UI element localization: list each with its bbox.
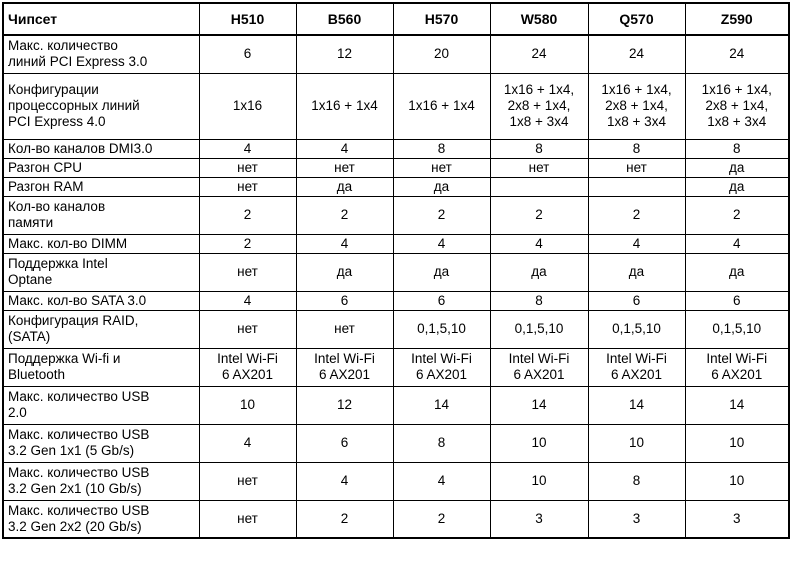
table-cell: 4 xyxy=(199,291,296,310)
table-row xyxy=(3,35,789,73)
table-cell: Intel Wi-Fi 6 AX201 xyxy=(490,348,588,386)
table-cell: нет xyxy=(199,310,296,348)
table-cell: нет xyxy=(199,462,296,500)
row-label: Разгон CPU xyxy=(3,158,199,177)
table-cell: 6 xyxy=(588,291,685,310)
table-cell: 0,1,5,10 xyxy=(490,310,588,348)
table-row xyxy=(3,234,789,253)
table-cell: нет xyxy=(199,177,296,196)
table-cell: 1x16 xyxy=(199,73,296,139)
table-cell: 2 xyxy=(296,500,393,538)
table-cell: 2 xyxy=(296,196,393,234)
table-cell: нет xyxy=(199,158,296,177)
table-cell: да xyxy=(296,253,393,291)
table-cell: 4 xyxy=(393,462,490,500)
header-chipset: Чипсет xyxy=(3,3,199,35)
table-cell: 4 xyxy=(296,139,393,158)
table-cell: 10 xyxy=(588,424,685,462)
row-label: Макс. количество USB 3.2 Gen 2x1 (10 Gb/s) xyxy=(3,462,199,500)
table-cell: 10 xyxy=(199,386,296,424)
table-cell: 0,1,5,10 xyxy=(685,310,789,348)
table-row xyxy=(3,291,789,310)
row-label: Кол-во каналов DMI3.0 xyxy=(3,139,199,158)
header-q570: Q570 xyxy=(588,3,685,35)
table-cell: 8 xyxy=(588,139,685,158)
table-row xyxy=(3,386,789,424)
table-cell: нет xyxy=(199,253,296,291)
table-cell: да xyxy=(296,177,393,196)
table-cell: 2 xyxy=(588,196,685,234)
table-cell: да xyxy=(393,177,490,196)
table-cell: 12 xyxy=(296,386,393,424)
row-label: Макс. количество линий PCI Express 3.0 xyxy=(3,35,199,73)
table-cell: 2 xyxy=(685,196,789,234)
table-cell: Intel Wi-Fi 6 AX201 xyxy=(685,348,789,386)
table-cell: 4 xyxy=(296,462,393,500)
table-cell: 1x16 + 1x4, 2x8 + 1x4, 1x8 + 3x4 xyxy=(685,73,789,139)
table-cell: да xyxy=(685,177,789,196)
table-row xyxy=(3,139,789,158)
table-cell: 4 xyxy=(588,234,685,253)
table-cell xyxy=(588,177,685,196)
table-cell: 14 xyxy=(393,386,490,424)
table-cell: 8 xyxy=(393,139,490,158)
table-cell: 8 xyxy=(685,139,789,158)
table-cell: 4 xyxy=(199,139,296,158)
table-cell: да xyxy=(685,253,789,291)
table-cell: 0,1,5,10 xyxy=(393,310,490,348)
table-cell: нет xyxy=(296,310,393,348)
table-cell: 24 xyxy=(490,35,588,73)
table-cell: да xyxy=(490,253,588,291)
table-row xyxy=(3,73,789,139)
row-label: Поддержка Intel Optane xyxy=(3,253,199,291)
table-row xyxy=(3,253,789,291)
table-cell: да xyxy=(393,253,490,291)
table-row xyxy=(3,196,789,234)
table-cell: 2 xyxy=(199,196,296,234)
row-label: Конфигурация RAID, (SATA) xyxy=(3,310,199,348)
table-cell: да xyxy=(685,158,789,177)
table-cell: нет xyxy=(296,158,393,177)
table-cell: Intel Wi-Fi 6 AX201 xyxy=(393,348,490,386)
table-row xyxy=(3,462,789,500)
table-cell: 12 xyxy=(296,35,393,73)
table-cell: 2 xyxy=(393,196,490,234)
table-cell: нет xyxy=(393,158,490,177)
table-cell: 4 xyxy=(393,234,490,253)
row-label: Макс. кол-во DIMM xyxy=(3,234,199,253)
row-label: Кол-во каналов памяти xyxy=(3,196,199,234)
table-cell: 14 xyxy=(588,386,685,424)
table-cell: Intel Wi-Fi 6 AX201 xyxy=(296,348,393,386)
chipset-comparison-table-wrapper xyxy=(2,2,790,539)
table-cell: 1x16 + 1x4, 2x8 + 1x4, 1x8 + 3x4 xyxy=(490,73,588,139)
table-cell: 3 xyxy=(685,500,789,538)
table-cell: 4 xyxy=(685,234,789,253)
table-row xyxy=(3,310,789,348)
table-cell: 4 xyxy=(490,234,588,253)
table-cell xyxy=(490,177,588,196)
table-cell: 2 xyxy=(490,196,588,234)
table-cell: 8 xyxy=(393,424,490,462)
table-cell: Intel Wi-Fi 6 AX201 xyxy=(199,348,296,386)
table-cell: да xyxy=(588,253,685,291)
chipset-comparison-table xyxy=(2,2,790,539)
table-cell: 6 xyxy=(296,424,393,462)
table-cell: 2 xyxy=(199,234,296,253)
header-z590: Z590 xyxy=(685,3,789,35)
table-cell: 6 xyxy=(296,291,393,310)
table-cell: 2 xyxy=(393,500,490,538)
header-h570: H570 xyxy=(393,3,490,35)
table-cell: 1x16 + 1x4, 2x8 + 1x4, 1x8 + 3x4 xyxy=(588,73,685,139)
table-cell: 14 xyxy=(490,386,588,424)
table-cell: 6 xyxy=(199,35,296,73)
table-cell: 1x16 + 1x4 xyxy=(296,73,393,139)
table-cell: нет xyxy=(588,158,685,177)
table-cell: 10 xyxy=(685,424,789,462)
table-row xyxy=(3,158,789,177)
table-cell: 10 xyxy=(490,424,588,462)
row-label: Разгон RAM xyxy=(3,177,199,196)
row-label: Макс. количество USB 3.2 Gen 1x1 (5 Gb/s) xyxy=(3,424,199,462)
row-label: Макс. количество USB 3.2 Gen 2x2 (20 Gb/s) xyxy=(3,500,199,538)
header-b560: B560 xyxy=(296,3,393,35)
table-row xyxy=(3,500,789,538)
table-cell: 6 xyxy=(685,291,789,310)
row-label: Макс. количество USB 2.0 xyxy=(3,386,199,424)
row-label: Конфигурации процессорных линий PCI Express 4.0 xyxy=(3,73,199,139)
table-cell: 3 xyxy=(490,500,588,538)
table-cell: 14 xyxy=(685,386,789,424)
table-cell: 24 xyxy=(588,35,685,73)
header-w580: W580 xyxy=(490,3,588,35)
table-cell: 8 xyxy=(588,462,685,500)
table-row xyxy=(3,348,789,386)
table-cell: 24 xyxy=(685,35,789,73)
table-cell: 0,1,5,10 xyxy=(588,310,685,348)
table-cell: 10 xyxy=(490,462,588,500)
row-label: Макс. кол-во SATA 3.0 xyxy=(3,291,199,310)
table-cell: 8 xyxy=(490,139,588,158)
table-row xyxy=(3,424,789,462)
table-row xyxy=(3,177,789,196)
table-body xyxy=(3,35,789,538)
table-cell: 10 xyxy=(685,462,789,500)
table-cell: 6 xyxy=(393,291,490,310)
table-cell: нет xyxy=(199,500,296,538)
table-cell: Intel Wi-Fi 6 AX201 xyxy=(588,348,685,386)
table-cell: 8 xyxy=(490,291,588,310)
table-cell: 20 xyxy=(393,35,490,73)
table-cell: 4 xyxy=(199,424,296,462)
table-cell: 3 xyxy=(588,500,685,538)
table-cell: 1x16 + 1x4 xyxy=(393,73,490,139)
row-label: Поддержка Wi-fi и Bluetooth xyxy=(3,348,199,386)
header-row xyxy=(3,3,789,35)
table-cell: 4 xyxy=(296,234,393,253)
table-cell: нет xyxy=(490,158,588,177)
header-h510: H510 xyxy=(199,3,296,35)
